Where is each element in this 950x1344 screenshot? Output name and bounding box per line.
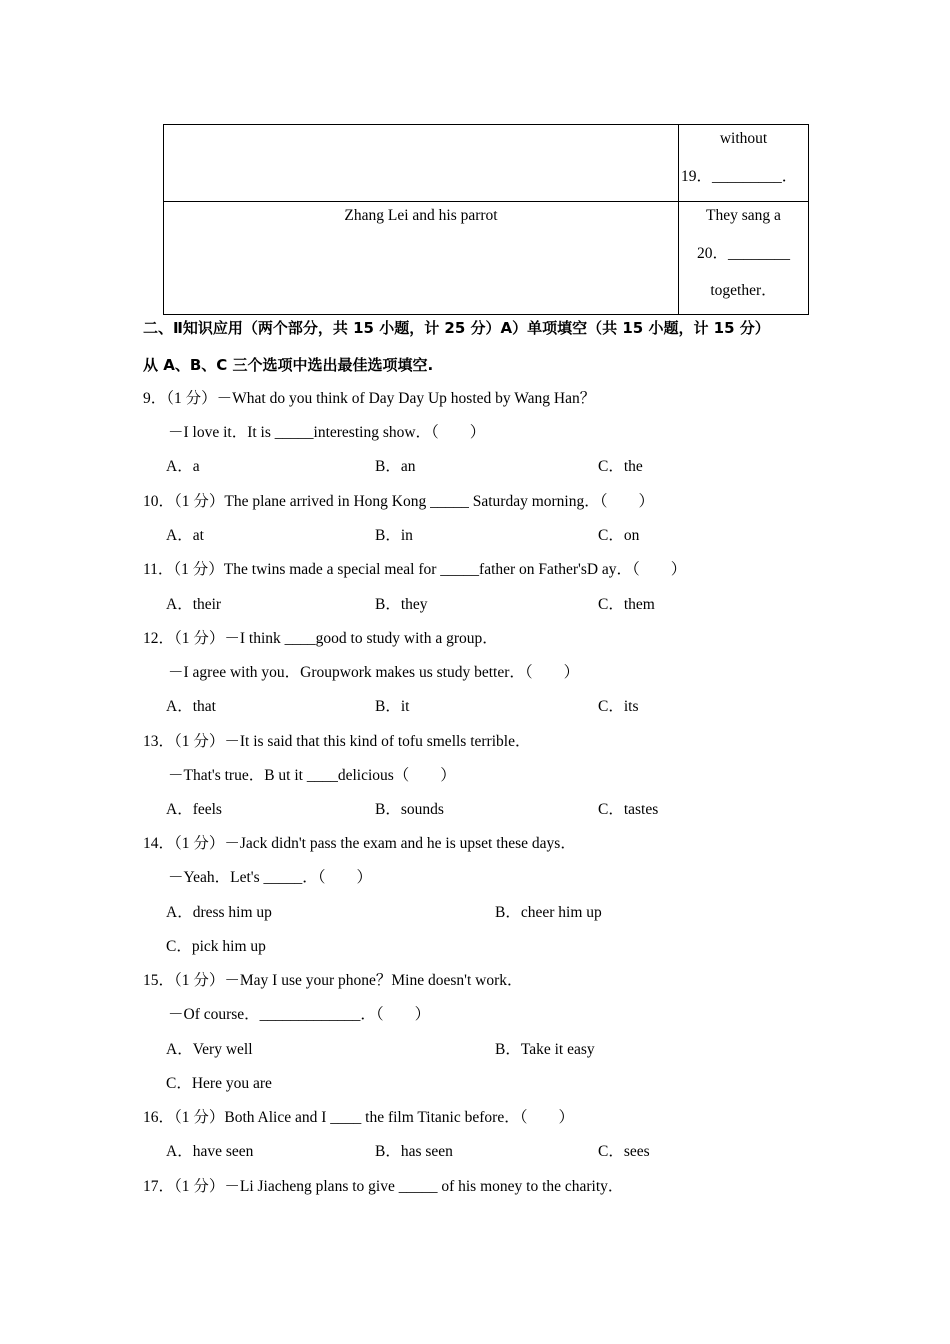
question-stem: 13．（1 分）－It is said that this kind of tofu smells terrible． [143, 733, 531, 750]
question-stem: 16．（1 分）Both Alice and I ____ the film Titanic before．（ ） [143, 1109, 574, 1126]
question-response: －Yeah．Let's _____．（ ） [168, 869, 373, 886]
section-instruction: 从 A、B、C 三个选项中选出最佳选项填空. [143, 356, 434, 374]
cell-text-line3: together． [710, 282, 777, 299]
option-a[interactable]: A．a [166, 458, 200, 475]
option-b[interactable]: B．Take it easy [495, 1041, 595, 1058]
question-response: －I agree with you．Groupwork makes us study better．（ ） [168, 664, 580, 681]
blank-20: 20．________ [696, 245, 790, 262]
cell-text: Zhang Lei and his parrot [344, 207, 498, 224]
question-response: －I love it．It is _____interesting show．（ ） [168, 424, 486, 441]
option-a[interactable]: A．have seen [166, 1143, 254, 1160]
option-c[interactable]: C．pick him up [166, 938, 266, 955]
table-cell-right [679, 125, 809, 202]
option-a[interactable]: A．Very well [166, 1041, 253, 1058]
option-c[interactable]: C．them [598, 596, 655, 613]
table-cell-right [679, 202, 809, 315]
option-b[interactable]: B．in [375, 527, 413, 544]
option-c[interactable]: C．tastes [598, 801, 659, 818]
option-c[interactable]: C．Here you are [166, 1075, 272, 1092]
option-b[interactable]: B．sounds [375, 801, 444, 818]
blank-19: 19．_________． [681, 168, 798, 185]
question-stem: 12．（1 分）－I think ____good to study with a group． [143, 630, 498, 647]
question-response: －That's true．B ut it ____delicious（ ） [168, 767, 456, 784]
table-row [164, 125, 809, 202]
option-b[interactable]: B．an [375, 458, 416, 475]
option-b[interactable]: B．cheer him up [495, 904, 602, 921]
option-b[interactable]: B．has seen [375, 1143, 453, 1160]
question-stem: 15．（1 分）－May I use your phone？Mine doesn't work． [143, 972, 523, 989]
question-stem: 14．（1 分）－Jack didn't pass the exam and he is upset these days． [143, 835, 576, 852]
option-c[interactable]: C．on [598, 527, 640, 544]
table-row [164, 202, 809, 315]
option-c[interactable]: C．its [598, 698, 639, 715]
question-stem: 9．（1 分）－What do you think of Day Day Up hosted by Wang Han？ [143, 390, 596, 407]
question-stem: 17．（1 分）－Li Jiacheng plans to give _____ of his money to the charity． [143, 1178, 624, 1195]
question-stem: 10．（1 分）The plane arrived in Hong Kong _____ Saturday morning．（ ） [143, 493, 654, 510]
option-a[interactable]: A．feels [166, 801, 222, 818]
table-cell-left [164, 125, 679, 202]
option-b[interactable]: B．it [375, 698, 410, 715]
option-a[interactable]: A．their [166, 596, 222, 613]
cell-text-line1: without [719, 130, 768, 147]
question-response: －Of course．_____________．（ ） [168, 1006, 431, 1023]
question-stem: 11．（1 分）The twins made a special meal for _____father on Father'sD ay．（ ） [143, 561, 687, 578]
option-a[interactable]: A．at [166, 527, 204, 544]
cell-text-line1: They sang a [706, 207, 781, 224]
table-cell-left [164, 202, 679, 315]
option-a[interactable]: A．dress him up [166, 904, 272, 921]
section-heading: 二、Ⅱ知识应用（两个部分，共 15 小题，计 25 分）A）单项填空（共 15 小题，计 15 分） [143, 319, 770, 337]
story-table [163, 124, 809, 315]
option-c[interactable]: C．sees [598, 1143, 650, 1160]
option-b[interactable]: B．they [375, 596, 428, 613]
option-c[interactable]: C．the [598, 458, 643, 475]
option-a[interactable]: A．that [166, 698, 216, 715]
